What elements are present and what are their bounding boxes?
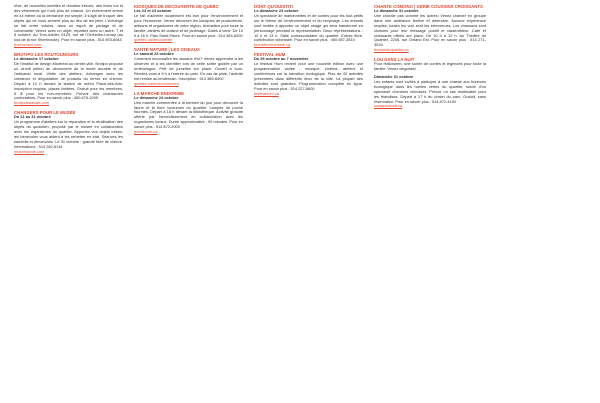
event-link[interactable]: loudanslanuit.ca xyxy=(374,103,403,109)
event-body: Le festival Hum revient pour une nouvelle édition avec une programmation variée : musique, cinéma, ateliers et conférences sur la transition écologique. Plus de 40 activités présentées dans différents lieux de la ville. La plupart des activités sont gratuites. Programmation complète en ligne. Pour en savoir plus : 514 227-8600 xyxy=(254,61,363,91)
event-heading: LOU DANS LA NUIT xyxy=(374,57,415,63)
event-heading: CHANTE COMONO | GÉRIE COUSSINS CROISSANTS xyxy=(374,4,483,9)
event-link[interactable]: festivalhum.ca xyxy=(254,90,279,96)
event-section xyxy=(254,4,363,48)
event-link[interactable]: quebec.ca/decouverte xyxy=(134,37,173,43)
column-3 xyxy=(254,4,363,400)
column-4 xyxy=(374,4,486,400)
event-date: Les 23 et 24 octobre xyxy=(134,8,172,13)
event-link[interactable]: quebec.ca/environnement xyxy=(134,80,179,86)
event-link[interactable]: troctocross.com xyxy=(14,42,42,48)
column-1 xyxy=(14,4,123,400)
event-date: Du 29 octobre au 7 novembre xyxy=(254,56,309,62)
event-section xyxy=(14,52,123,106)
column-2 xyxy=(134,4,243,400)
event-heading: CHANGERS POUR LE MUSÉE xyxy=(14,110,76,116)
event-heading: BROTIPO LES ROUTOUNOURS xyxy=(14,52,79,58)
event-heading: LA MARCHE ENDORMIE xyxy=(134,90,184,96)
event-body: Pour Halloween, une soirée de contes et légendes pour toute la famille. Venez déguisés! xyxy=(374,61,486,72)
event-section xyxy=(374,57,486,72)
event-body: Le fait d'acheter localement est bon pour l'environnement et pour l'économie. Venez découvrir les kiosques de producteurs, artisans et organismes de votre région. Animation pour toute la famille, ateliers de cuisine et de jardinage. Dates à venir. De 10 h à 16 h. Parc Saint-Pierre. Pour en savoir plus : 514 384-6000 xyxy=(134,12,243,38)
event-body: rêve, de nouvelles lunettes et d'autres trésors, des livres lus et des vêtements qui n'ont plus de chance. Un événement animé en lui même où la démarche est simple, il s'agit de troquer des objets qui ne vous servent plus au lieu de les jeter. L'échange se fait entre voisins, dans un esprit de partage et de convivialité. Venez avec un objet, repartez avec un autre. 7 et 8 octobre. Au Troc-Atelier, 6125, rue de l'Orchidée-Lemay (au sud de la rue Sherbrooke). Pour en savoir plus : 514 493-8044 xyxy=(14,4,123,43)
event-section xyxy=(14,110,123,154)
event-heading: KIOSQUES DE DÉCOUVERTE DE QUEBC xyxy=(134,4,219,9)
event-date: Le dimanche 31 octobre xyxy=(374,8,419,13)
event-heading: FESTIVAL HUM xyxy=(254,52,286,58)
event-link[interactable]: fondationmontreal.ca xyxy=(254,42,291,48)
event-section xyxy=(134,91,243,135)
event-date: Le dimanche 24 octobre xyxy=(254,8,299,13)
event-section xyxy=(374,4,486,53)
event-section xyxy=(374,75,486,109)
event-link[interactable]: museelavoie.com xyxy=(14,148,45,154)
event-body: Un spectacle de marionnettes et de contes pour les tout-petits sur le thème de l'environnement et du recyclage. Les enfants sont invités à apporter un objet usagé qui sera transformé en personnage pendant la représentation. Deux représentations : 10 h et 13 h. Salle communautaire du quartier. Entrée libre, contribution volontaire. Pour en savoir plus : 450 657-2810 xyxy=(254,12,363,43)
event-section xyxy=(14,4,123,48)
event-body: Une chorale pas comme les autres! Venez chanter en groupe dans une ambiance festive et détendue. Aucune expérience requise, toutes les voix sont les bienvenues. Les chansons sont choisies pour leur message positif et rassembleur. Café et croissants offerts sur place. De 10 h à 12 h. Au Théâtre du Quartier, 2245, rue Ontario Est. Pour en savoir plus : 514 271-3024 xyxy=(374,12,486,48)
event-heading: SANTÉ NATURE | LES OISEAUX xyxy=(134,47,200,53)
event-section xyxy=(134,4,243,43)
event-date: Dimanche 31 octobre xyxy=(374,73,414,79)
event-link[interactable]: jenmarche.ca xyxy=(134,129,158,135)
event-body: Comment reconnaître les oiseaux d'ici? Venez apprendre à les observer et à les identifier lors de cette sortie guidée par un ornithologue. Prêt de jumelles sur place. Ouvert à tous. Rendez-vous à 9 h à l'entrée du parc. En cas de pluie, l'activité est remise au lendemain. Inscription : 514 389-6000 xyxy=(134,56,243,81)
event-body: De l'Institut de design Montréal au centre-ville, Brotipo propose un circuit piéton de découverte de la mode durable et de l'artisanat local. Visite des ateliers, échanges avec les créateurs et dégustation de produits du terroir en chemin. Départ à 10 h devant la station de métro Place-des-Arts. Inscription requise, places limitées. Gratuit pour les membres, 5 $ pour les non-membres. Prévoir des chaussures confortables. Pour en savoir plus : 450 678-1095 xyxy=(14,61,123,101)
event-date: Le dimanche 24 octobre xyxy=(134,94,179,100)
event-body: Une marche commentée à la tombée du jour pour découvrir la faune et la flore nocturnes du quartier. Lampes de poche fournies. Départ à 18 h devant la bibliothèque. Activité gratuite offerte par l'arrondissement en collaboration avec les organismes locaux. Durée approximative : 90 minutes. Pour en savoir plus : 514 872-2000 xyxy=(134,99,243,130)
event-date: Le dimanche 17 octobre xyxy=(14,56,59,62)
event-date: Le samedi 23 octobre xyxy=(134,51,174,57)
event-body: Un programme d'ateliers sur la réparation et la réutilisation des objets du quotidien, proposé par le musée en collaboration avec les organismes du quartier. Apportez vos objets brisés, les bénévoles vous aident à les remettre en état. Séances les samedis et dimanches. Le 31 octobre : grande foire de clôture. Informations : 514 262-6116 xyxy=(14,119,123,149)
event-heading: DONT QU'OUISTIT! xyxy=(254,4,294,9)
event-link[interactable]: brotipoleadcafe.com xyxy=(14,100,50,106)
event-section xyxy=(134,47,243,86)
event-date: Du 21 au 31 octobre xyxy=(14,114,51,120)
event-body: Les enfants sont invités à participer à une chasse aux bonbons écologique dans les ruelles vertes du quartier, suivie d'un spectacle d'ombres chinoises. Prévoir un sac réutilisable pour les friandises. Départ à 17 h du chalet du parc. Gratuit, sans réservation. Pour en savoir plus : 514 872-4150 xyxy=(374,78,486,104)
event-section xyxy=(254,52,363,96)
column-5 xyxy=(494,4,594,400)
event-link[interactable]: theatreduquartier.ca xyxy=(374,47,409,53)
